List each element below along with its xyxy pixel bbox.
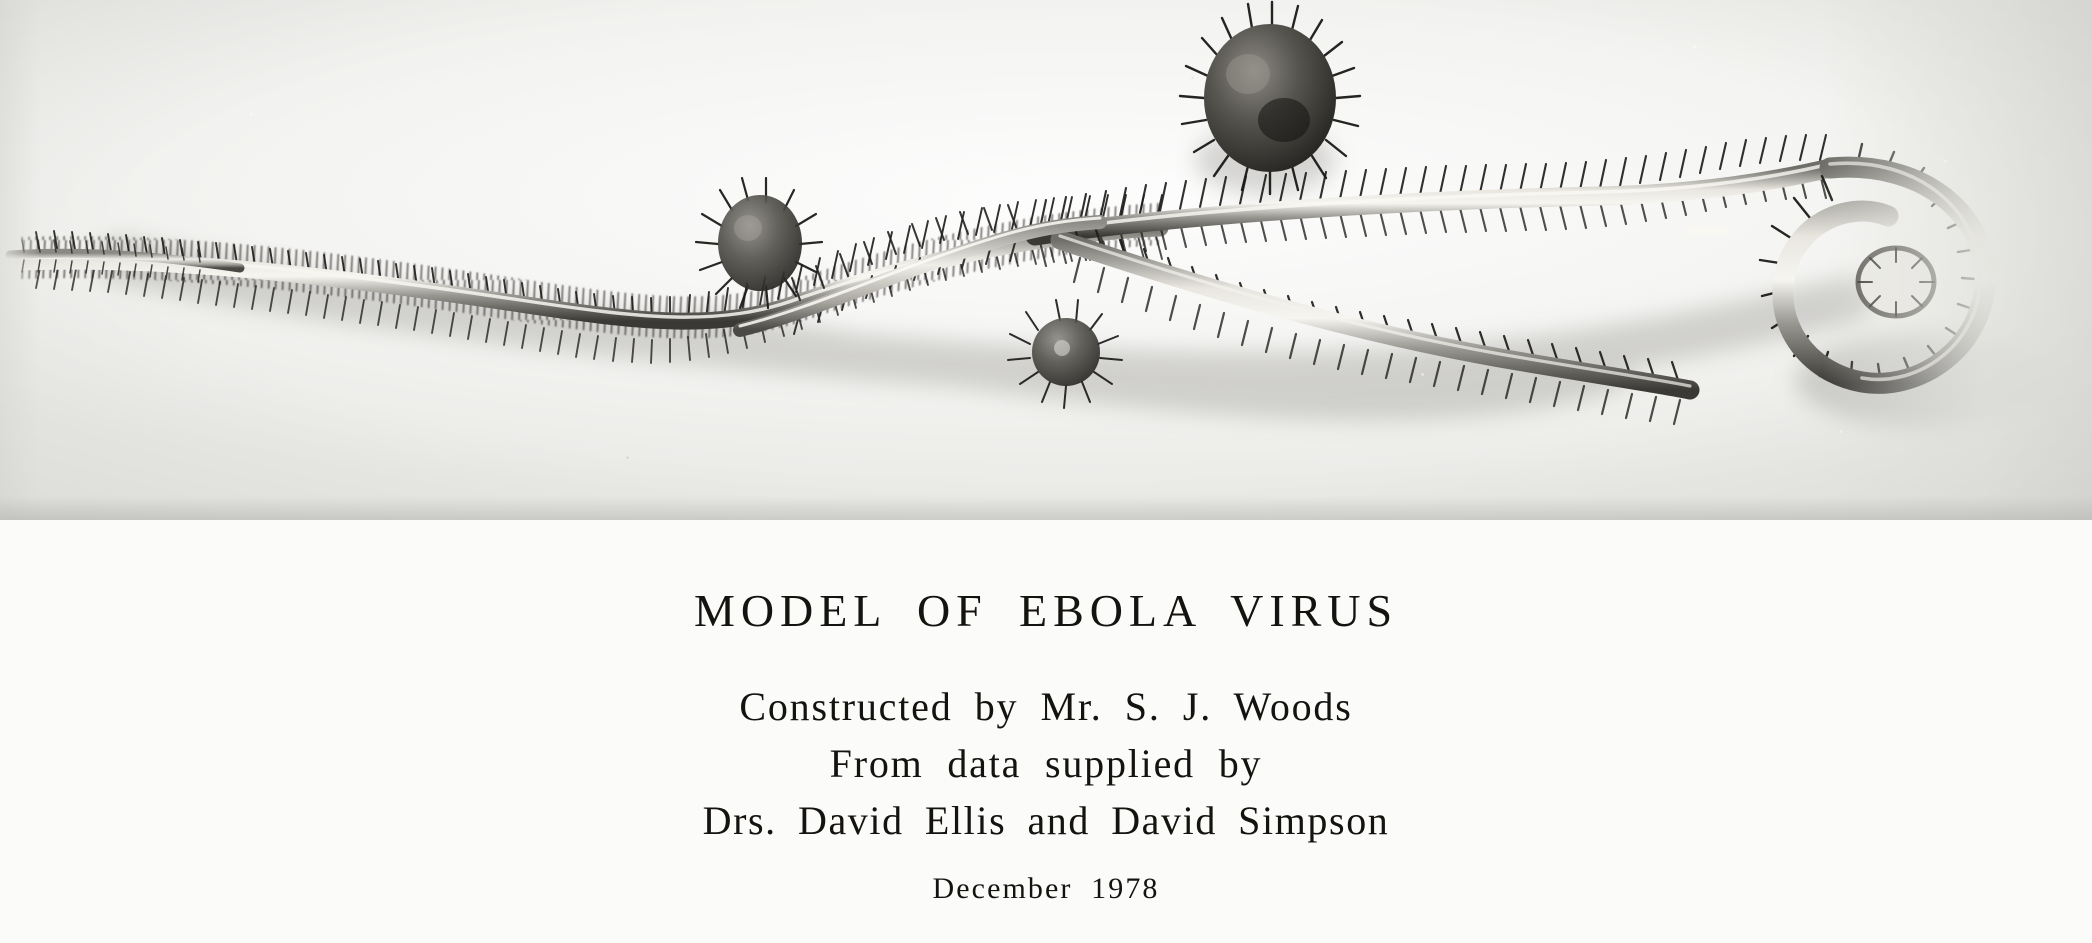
highlight-mark: [1686, 226, 1728, 235]
photo-edge-shading-right: [1822, 0, 2092, 520]
photo-edge-shading-left: [0, 0, 40, 520]
caption-date: December 1978: [932, 872, 1160, 905]
caption-data-source-lead: From data supplied by: [829, 741, 1263, 786]
caption-title: MODEL OF EBOLA VIRUS: [693, 585, 1399, 636]
caption-area: [0, 520, 2092, 943]
caption-data-source-names: Drs. David Ellis and David Simpson: [702, 798, 1390, 843]
filament-main-right: [1035, 135, 1830, 266]
photo-edge-shading-bottom: [0, 496, 2092, 520]
caption-constructed-by: Constructed by Mr. S. J. Woods: [739, 684, 1353, 729]
